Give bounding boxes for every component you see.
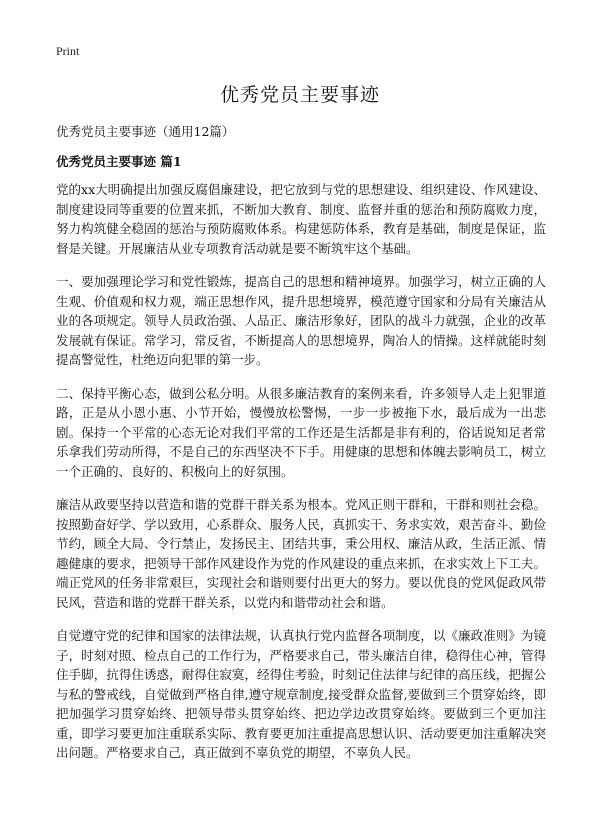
- document-body: [56, 180, 546, 777]
- paragraph: 廉洁从政要坚持以营造和谐的党群干群关系为根本。党风正则干群和，干群和则社会稳。按照勤奋好学、学以致用，心系群众、服务人民，真抓实干、务求实效，艰苦奋斗、勤俭节约，顾全大局、令行禁止，发扬民主、团结共事，秉公用权、廉洁从政，生活正派、情趣健康的要求，把领导干部作风建设作为党的作风建设的重点来抓，在求实效上下工夫。端正党风的任务非常艰巨，实现社会和谐则要付出更大的努力。要以优良的党风促政风带民风，营造和谐的党群干群关系，以党内和谐带动社会和谐。: [56, 497, 546, 610]
- print-link[interactable]: Print: [56, 44, 80, 58]
- paragraph: 一、要加强理论学习和党性锻炼，提高自己的思想和精神境界。加强学习，树立正确的人生观、价值观和权力观，端正思想作风，提升思想境界，模范遵守国家和分局有关廉洁从业的各项规定。领导人员政治强、人品正、廉洁形象好，团队的战斗力就强，企业的改革发展就有保证。常学习，常反省，不断提高人的思想境界，陶冶人的情操。这样就能时刻提高警觉性，杜绝迈向犯罪的第一步。: [56, 274, 546, 367]
- paragraph: 二、保持平衡心态，做到公私分明。从很多廉洁教育的案例来看，许多领导人走上犯罪道路，正是从小恩小惠、小节开始，慢慢放松警惕，一步一步被拖下水，最后成为一出悲剧。保持一个平常的心态无论对我们平常的工作还是生活都是非有利的，俗话说知足者常乐拿我们劳动所得，不是自己的东西坚决不下手。用健康的思想和体魄去影响员工，树立一个正确的、良好的、积极向上的好氛围。: [56, 385, 546, 479]
- document-subtitle: 优秀党员主要事迹（通用12篇）: [56, 124, 235, 139]
- paragraph: 自觉遵守党的纪律和国家的法律法规，认真执行党内监督各项制度，以《廉政准则》为镜子，时刻对照、检点自己的工作行为，严格要求自己，带头廉洁自律，稳得住心神，管得住手脚，抗得住诱惑，耐得住寂寞，经得住考验，时刻记住法律与纪律的高压线，把握公与私的警戒线，自觉做到严格自律,遵守规章制度,接受群众监督,要做到三个贯穿始终，即把加强学习贯穿始终、把领导带头贯穿始终、把边学边改贯穿始终。要做到三个更加注重，即学习要更加注重联系实际、教育要更加注重提高思想认识、活动要更加注重解决突出问题。严格要求自己，真正做到不辜负党的期望，不辜负人民。: [56, 628, 546, 760]
- document-title: 优秀党员主要事迹: [219, 84, 380, 106]
- paragraph: 党的xx大明确提出加强反腐倡廉建设，把它放到与党的思想建设、组织建设、作风建设、制度建设同等重要的位置来抓，不断加大教育、制度、监督并重的惩治和预防腐败力度，努力构筑健全稳固的惩治与预防腐败体系。构建惩防体系，教育是基础，制度是保证，监督是关键。开展廉洁从业专项教育活动就是要不断筑牢这个基础。: [56, 182, 546, 256]
- section-heading: 优秀党员主要事迹 篇1: [56, 154, 182, 169]
